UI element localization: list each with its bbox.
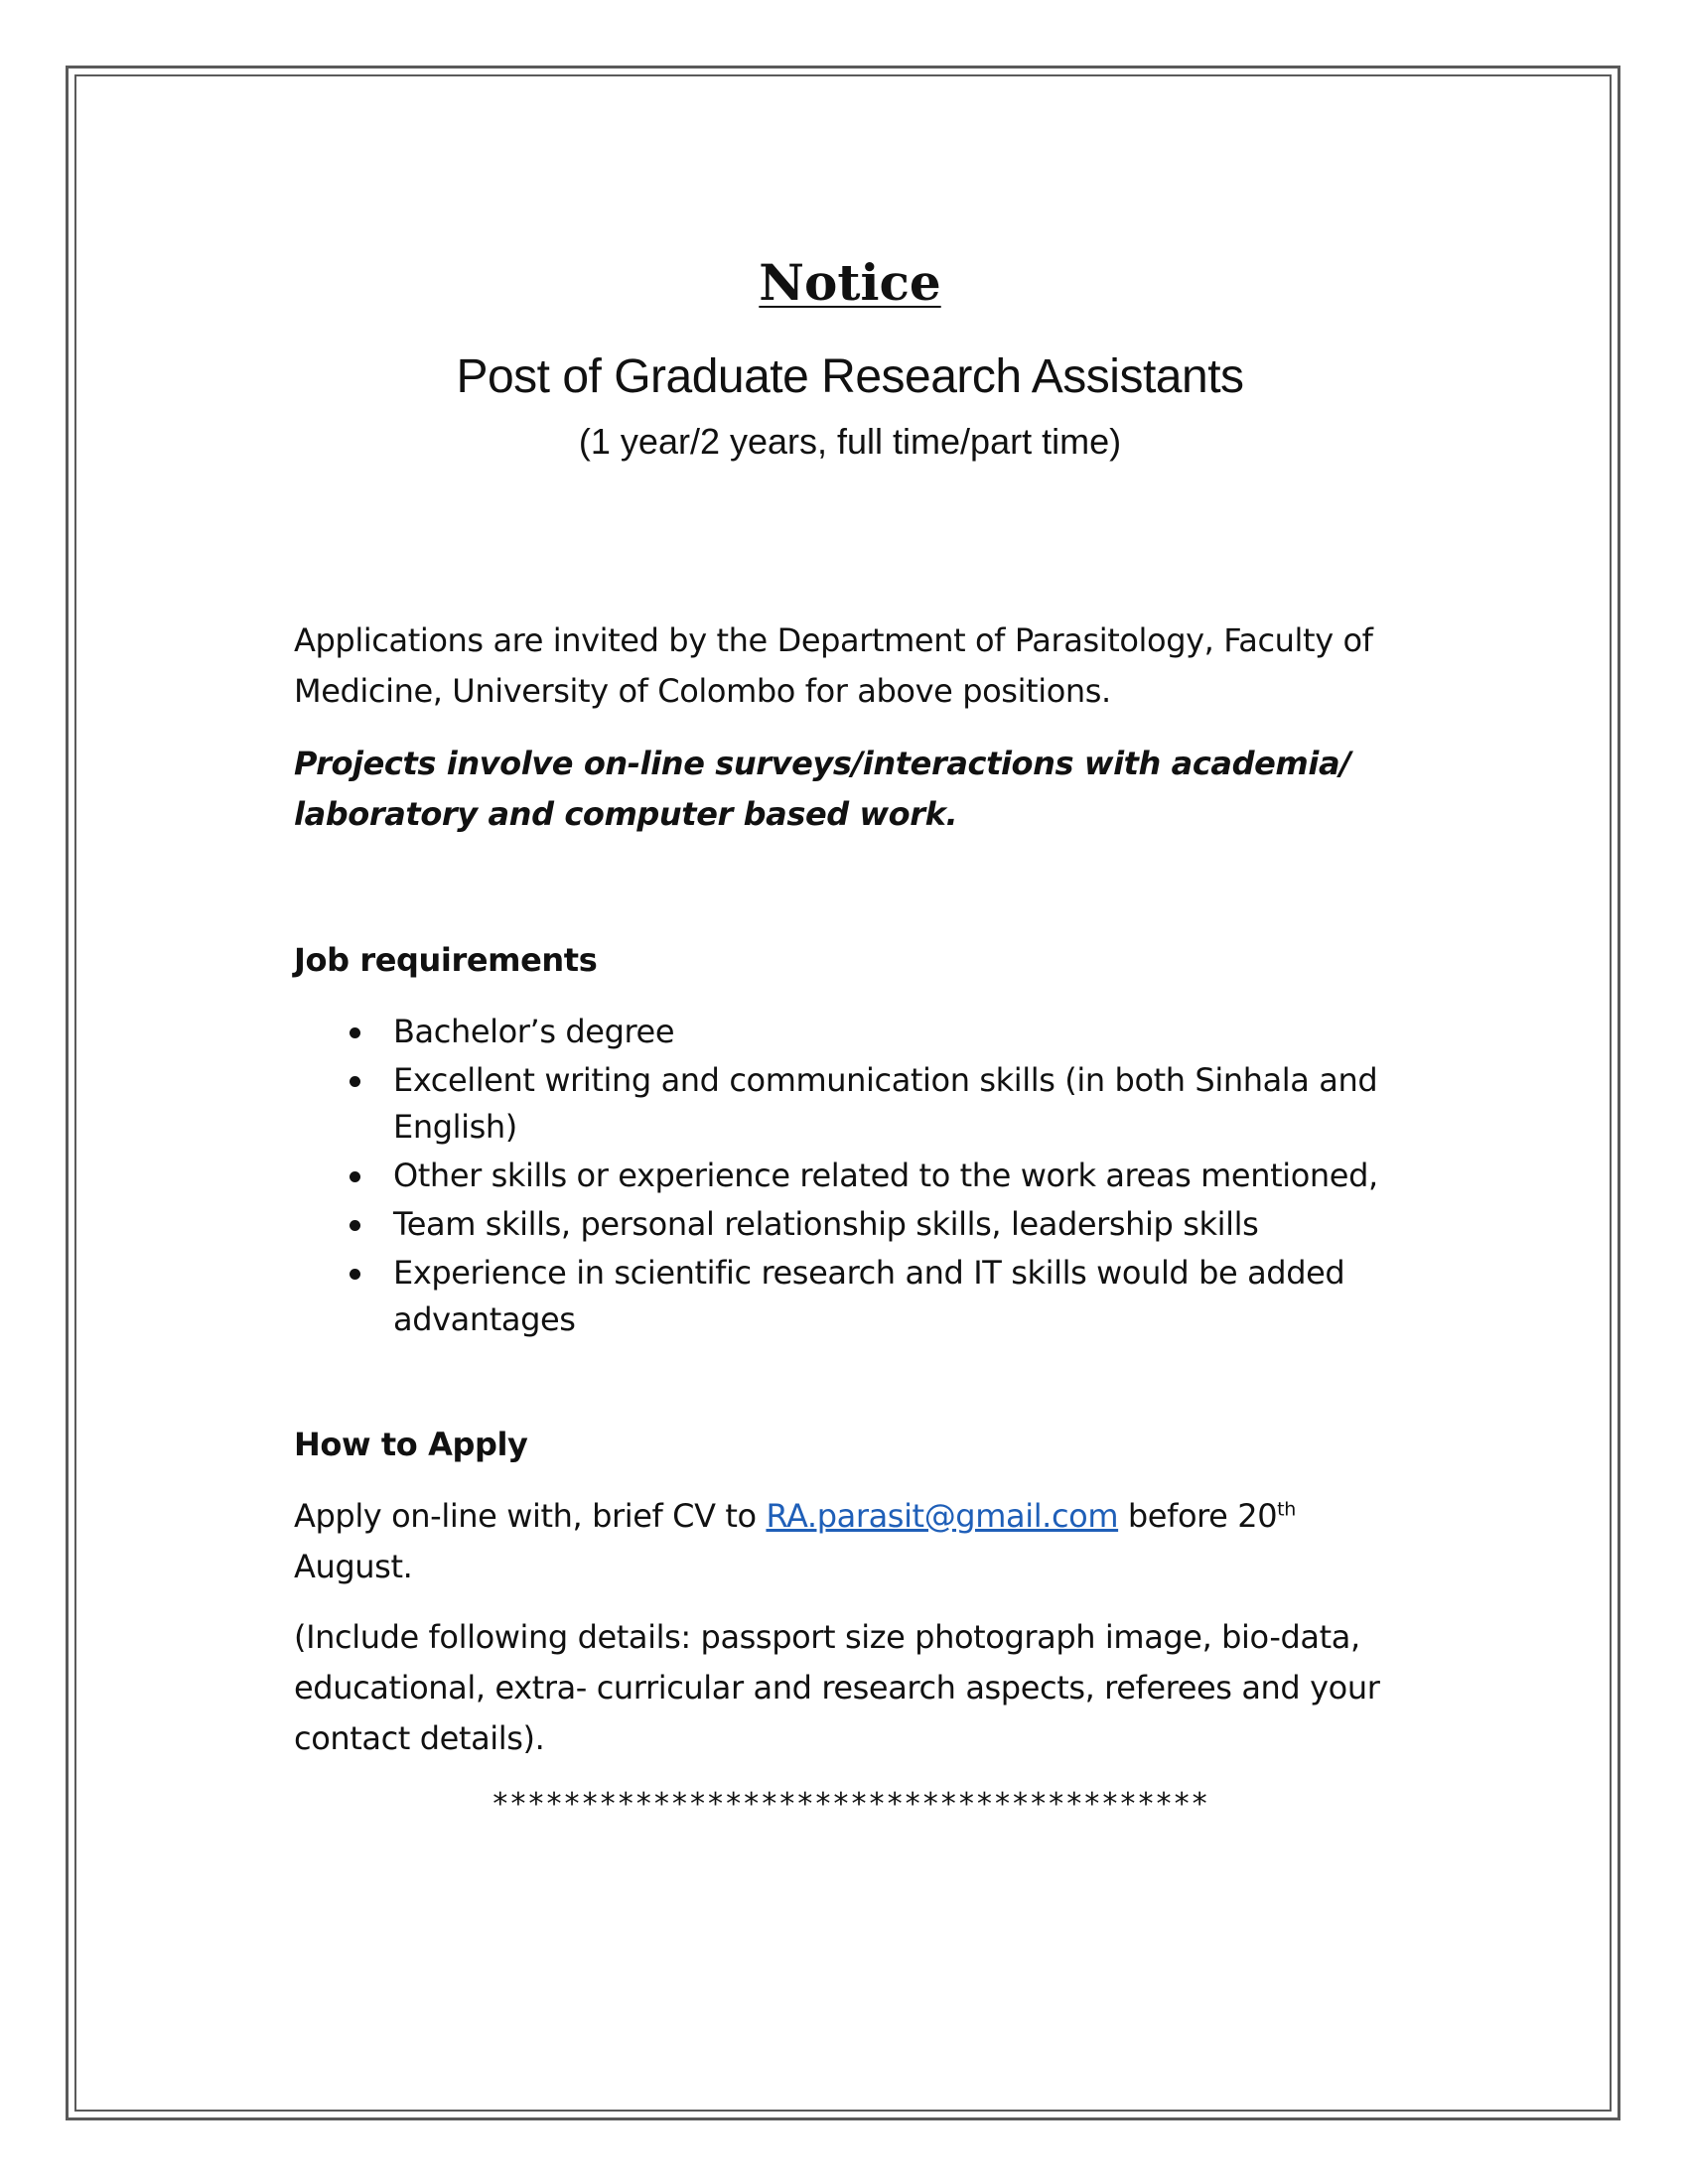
- apply-before: before 20: [1118, 1497, 1278, 1535]
- apply-instructions: [294, 1491, 1406, 1592]
- requirement-item: [294, 1057, 1416, 1151]
- separator-stars: ****************************************: [491, 1787, 1209, 1822]
- job-requirements-heading: Job requirements: [294, 941, 598, 979]
- requirement-text: Other skills or experience related to the work areas mentioned,: [393, 1157, 1378, 1194]
- date-ordinal-suffix: th: [1277, 1498, 1296, 1521]
- bullet-icon: [350, 1027, 360, 1038]
- projects-paragraph: Projects involve on-line surveys/interactions with academia/ laboratory and computer based work.: [294, 745, 1351, 833]
- apply-month: August.: [294, 1548, 413, 1585]
- requirement-item: [294, 1009, 1416, 1055]
- requirement-text: Excellent writing and communication skills (in both Sinhala and English): [393, 1061, 1378, 1146]
- intro-paragraph: Applications are invited by the Department of Parasitology, Faculty of Medicine, University of Colombo for above positions.: [294, 621, 1373, 710]
- bullet-icon: [350, 1076, 360, 1087]
- email-link[interactable]: RA.parasit@gmail.com: [766, 1497, 1119, 1535]
- requirement-item: [294, 1250, 1416, 1343]
- requirement-text: Bachelor’s degree: [393, 1013, 675, 1050]
- job-requirements-list: [294, 1009, 1416, 1345]
- requirement-text: Experience in scientific research and IT skills would be added advantages: [393, 1254, 1345, 1338]
- apply-prefix: Apply on-line with, brief CV to: [294, 1497, 767, 1535]
- include-details-paragraph: (Include following details: passport size photograph image, bio-data, educational, extra- curricular and research aspects, referees and your contact details).: [294, 1618, 1380, 1757]
- requirement-item: [294, 1153, 1416, 1199]
- requirement-item: [294, 1201, 1416, 1248]
- bullet-icon: [350, 1269, 360, 1280]
- bullet-icon: [350, 1171, 360, 1182]
- bullet-icon: [350, 1220, 360, 1231]
- post-subtitle: (1 year/2 years, full time/part time): [578, 421, 1122, 462]
- post-title: Post of Graduate Research Assistants: [456, 350, 1244, 403]
- requirement-text: Team skills, personal relationship skills, leadership skills: [393, 1205, 1259, 1243]
- notice-title: Notice: [759, 253, 941, 312]
- how-to-apply-heading: How to Apply: [294, 1426, 528, 1463]
